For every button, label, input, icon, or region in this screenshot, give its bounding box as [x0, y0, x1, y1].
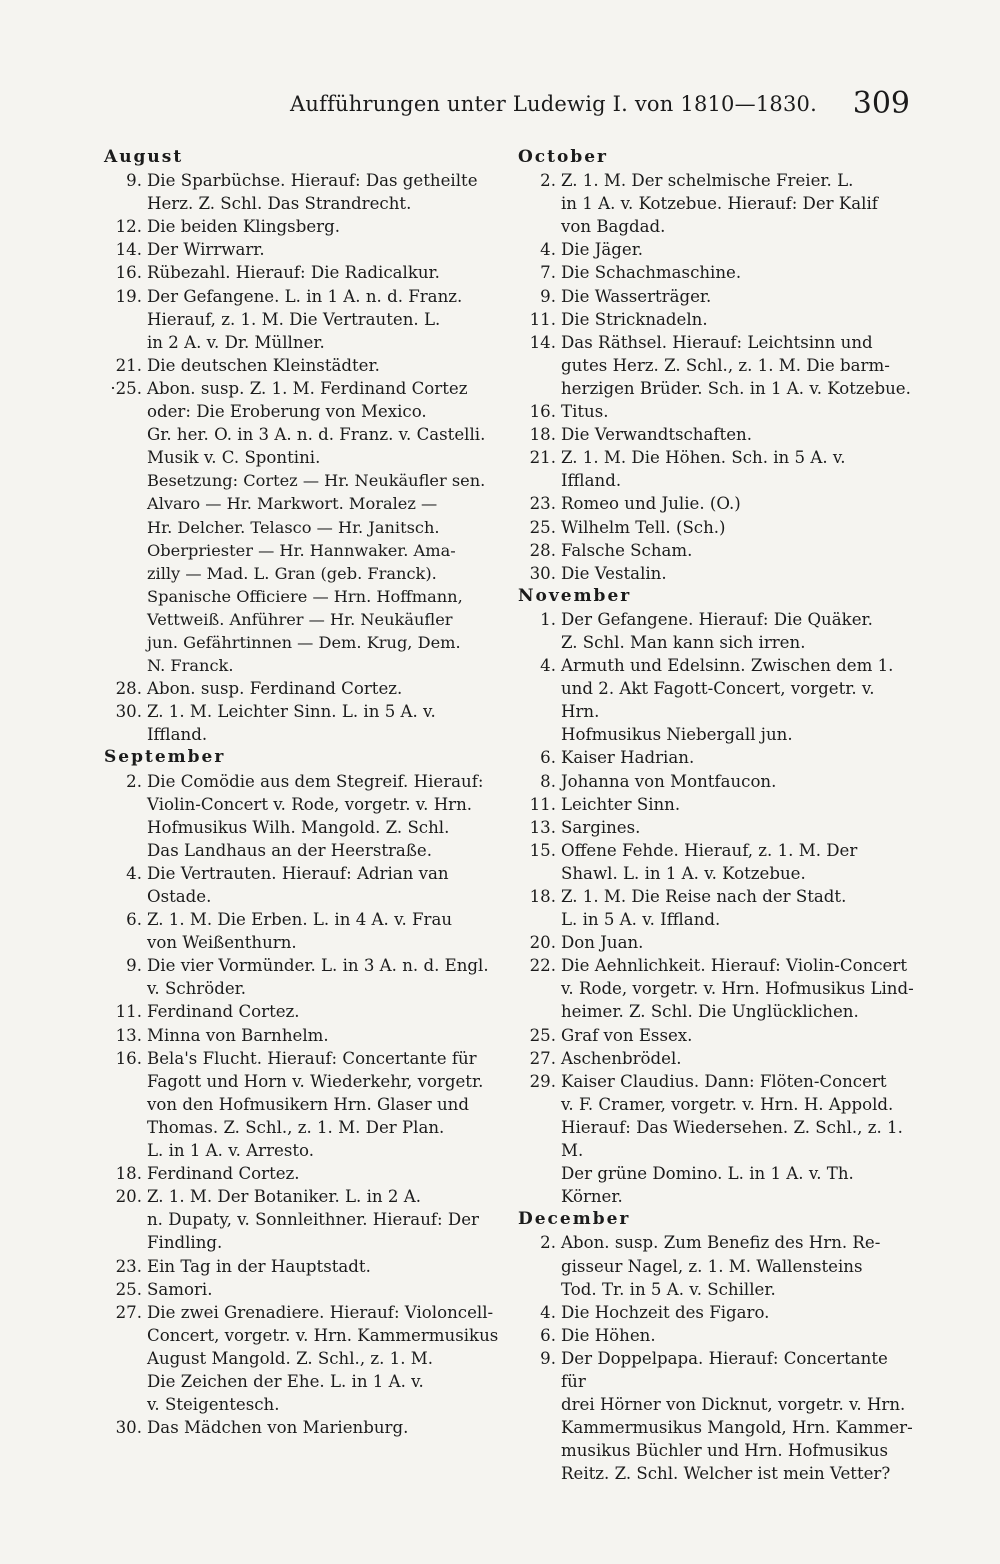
right-column	[518, 146, 914, 1485]
october-entries	[518, 169, 914, 585]
entry-text-line: Graf von Essex.	[561, 1025, 693, 1045]
entry-text-line: von Bagdad.	[561, 217, 666, 237]
entry-date: 30.	[115, 702, 142, 722]
performance-entry	[104, 908, 500, 954]
entry-text-line: Die vier Vormünder. L. in 3 A. n. d. Engl.	[147, 956, 489, 976]
entry-date: 20.	[115, 1187, 142, 1207]
entry-text-line: gisseur Nagel, z. 1. M. Wallensteins	[561, 1256, 863, 1276]
entry-text-line: herzigen Brüder. Sch. in 1 A. v. Kotzebue.	[561, 378, 911, 398]
entry-date: 28.	[115, 679, 142, 699]
entry-text-line: Die deutschen Kleinstädter.	[147, 355, 380, 375]
entry-text-line: Der Gefangene. Hierauf: Die Quäker.	[561, 609, 873, 629]
performance-entry	[104, 238, 500, 261]
entry-text-line: Die zwei Grenadiere. Hierauf: Violoncell-	[147, 1302, 494, 1322]
performance-entry	[518, 1347, 914, 1486]
november-entries	[518, 608, 914, 1208]
entry-text-line: Der Wirrwarr.	[147, 240, 265, 260]
entry-text-line: Armuth und Edelsinn. Zwischen dem 1.	[561, 656, 894, 676]
entry-text-line: Der grüne Domino. L. in 1 A. v. Th.	[561, 1164, 854, 1184]
performance-entry	[518, 308, 914, 331]
performance-entry	[518, 770, 914, 793]
entry-text-line: v. Schröder.	[147, 979, 247, 999]
entry-text-line: Don Juan.	[561, 933, 644, 953]
entry-text-line: Z. 1. M. Die Erben. L. in 4 A. v. Frau	[147, 910, 453, 930]
entry-text-line: oder: Die Eroberung von Mexico.	[147, 402, 427, 422]
entry-date: 14.	[115, 240, 142, 260]
entry-text-line: Musik v. C. Spontini.	[147, 448, 321, 468]
entry-text-line: drei Hörner von Dicknut, vorgetr. v. Hrn.	[561, 1395, 906, 1415]
performance-entry	[518, 746, 914, 769]
entry-text-line: Hierauf, z. 1. M. Die Vertrauten. L.	[147, 309, 441, 329]
entry-text-line: heimer. Z. Schl. Die Unglücklichen.	[561, 1002, 859, 1022]
performance-entry	[518, 238, 914, 261]
entry-date: 9.	[126, 171, 142, 191]
performance-entry	[518, 654, 914, 746]
entry-text-line: Falsche Scham.	[561, 540, 693, 560]
entry-date: 25.	[115, 1279, 142, 1299]
entry-text-line: Die Höhen.	[561, 1325, 656, 1345]
performance-entry	[518, 423, 914, 446]
entry-date: 9.	[126, 956, 142, 976]
performance-entry	[104, 1047, 500, 1162]
entry-text-line: Titus.	[561, 402, 609, 422]
entry-text-line: Sargines.	[561, 817, 641, 837]
entry-date: 27.	[529, 1048, 556, 1068]
entry-text-line: Die Aehnlichkeit. Hierauf: Violin-Concert	[561, 956, 907, 976]
entry-date: 6.	[126, 910, 142, 930]
performance-entry	[518, 261, 914, 284]
entry-date: 1.	[540, 609, 556, 629]
entry-text-line: Die Comödie aus dem Stegreif. Hierauf:	[147, 771, 484, 791]
performance-entry	[518, 285, 914, 308]
entry-text-line: Concert, vorgetr. v. Hrn. Kammermusikus	[147, 1325, 499, 1345]
entry-text-line: Offene Fehde. Hierauf, z. 1. M. Der	[561, 840, 858, 860]
entry-text-line: Z. 1. M. Die Reise nach der Stadt.	[561, 887, 847, 906]
august-entries	[104, 169, 500, 469]
entry-date: 16.	[115, 263, 142, 283]
entry-text-line: von den Hofmusikern Hrn. Glaser und	[147, 1094, 469, 1114]
entry-text-line: Die Verwandtschaften.	[561, 425, 752, 445]
entry-text-line: Die beiden Klingsberg.	[147, 217, 340, 237]
entry-text-line: von Weißenthurn.	[147, 933, 297, 953]
entry-text-line: Das Räthsel. Hierauf: Leichtsinn und	[561, 332, 873, 352]
entry-date: 9.	[540, 1348, 556, 1368]
entry-text-line: L. in 5 A. v. Iffland.	[561, 910, 721, 930]
performance-entry	[518, 1024, 914, 1047]
entry-date: 2.	[126, 771, 142, 791]
entry-text-line: und 2. Akt Fagott-Concert, vorgetr. v. Hrn.	[561, 679, 875, 722]
performance-entry	[104, 354, 500, 377]
entry-date: 16.	[529, 402, 556, 422]
month-heading-september: September	[104, 747, 226, 768]
entry-text-line: Die Wasserträger.	[561, 286, 712, 306]
entry-date: 30.	[529, 563, 556, 583]
performance-entry	[104, 1416, 500, 1439]
performance-entry	[518, 562, 914, 585]
performance-entry	[518, 954, 914, 1023]
entry-text-line: Herz. Z. Schl. Das Strandrecht.	[147, 194, 412, 214]
performance-entry	[104, 770, 500, 862]
entry-date: 8.	[540, 771, 556, 791]
performance-entry	[104, 1024, 500, 1047]
entry-text-line: Kammermusikus Mangold, Hrn. Kammer-	[561, 1418, 913, 1438]
entry-text-line: Hierauf: Das Wiedersehen. Z. Schl., z. 1. M.	[561, 1117, 903, 1161]
entry-date: 29.	[529, 1071, 556, 1091]
entry-date: 27.	[115, 1302, 142, 1322]
cast-line: Spanische Officiere — Hrn. Hoffmann,	[147, 586, 463, 606]
performance-entry	[518, 608, 914, 654]
entry-text-line: Z. 1. M. Der Botaniker. L. in 2 A.	[147, 1187, 421, 1207]
entry-text-line: Reitz. Z. Schl. Welcher ist mein Vetter?	[561, 1464, 891, 1484]
cast-block	[104, 469, 500, 677]
entry-text-line: v. F. Cramer, vorgetr. v. Hrn. H. Appold.	[561, 1094, 894, 1114]
entry-text-line: Z. 1. M. Die Höhen. Sch. in 5 A. v.	[561, 448, 846, 468]
performance-entry	[518, 400, 914, 423]
entry-date: 14.	[529, 332, 556, 352]
entry-text-line: v. Steigentesch.	[147, 1395, 280, 1415]
entry-date: 4.	[540, 240, 556, 260]
entry-text-line: Die Zeichen der Ehe. L. in 1 A. v.	[147, 1371, 424, 1391]
performance-entry	[104, 677, 500, 700]
entry-date: 6.	[540, 748, 556, 768]
page-number: 309	[852, 86, 910, 121]
entry-date: 23.	[529, 494, 556, 514]
entry-date: 4.	[126, 863, 142, 883]
entry-text-line: Tod. Tr. in 5 A. v. Schiller.	[561, 1279, 776, 1299]
entry-text-line: Fagott und Horn v. Wiederkehr, vorgetr.	[147, 1071, 484, 1091]
entry-date: 25.	[529, 517, 556, 537]
entry-text-line: Aschenbrödel.	[561, 1048, 682, 1068]
entry-date: 11.	[529, 309, 556, 329]
entry-text-line: Die Vestalin.	[561, 563, 667, 583]
entry-date: 30.	[115, 1418, 142, 1438]
performance-entry	[518, 885, 914, 931]
entry-text-line: Leichter Sinn.	[561, 794, 681, 814]
entry-text-line: Abon. susp. Z. 1. M. Ferdinand Cortez	[147, 378, 468, 398]
entry-text-line: Abon. susp. Ferdinand Cortez.	[147, 679, 403, 699]
entry-text-line: v. Rode, vorgetr. v. Hrn. Hofmusikus Lind-	[561, 979, 914, 999]
performance-entry	[518, 539, 914, 562]
cast-line: zilly — Mad. L. Gran (geb. Franck).	[147, 563, 437, 583]
cast-line: N. Franck.	[147, 656, 234, 676]
entry-date: 4.	[540, 656, 556, 676]
month-heading-december: December	[518, 1209, 631, 1230]
entry-date: 6.	[540, 1325, 556, 1345]
entry-date: 19.	[115, 286, 142, 306]
entry-date: 23.	[115, 1256, 142, 1276]
entry-text-line: Findling.	[147, 1233, 223, 1253]
entry-text-line: Abon. susp. Zum Benefiz des Hrn. Re-	[561, 1233, 881, 1253]
entry-date: ·25.	[110, 378, 142, 398]
performance-entry	[104, 215, 500, 238]
performance-entry	[518, 839, 914, 885]
entry-text-line: Violin-Concert v. Rode, vorgetr. v. Hrn.	[147, 794, 473, 814]
entry-text-line: Hofmusikus Wilh. Mangold. Z. Schl.	[147, 817, 450, 837]
entry-text-line: Romeo und Julie. (O.)	[561, 494, 741, 514]
entry-text-line: Iffland.	[147, 725, 208, 745]
performance-entry	[104, 261, 500, 284]
entry-date: 11.	[115, 1002, 142, 1022]
entry-date: 21.	[529, 448, 556, 468]
entry-text-line: Z. 1. M. Leichter Sinn. L. in 5 A. v.	[147, 702, 436, 722]
entry-date: 25.	[529, 1025, 556, 1045]
performance-entry	[518, 816, 914, 839]
performance-entry	[104, 1301, 500, 1416]
month-heading-october: October	[518, 147, 609, 167]
performance-entry	[104, 377, 500, 469]
entry-date: 11.	[529, 794, 556, 814]
entry-date: 16.	[115, 1048, 142, 1068]
entry-text-line: Kaiser Hadrian.	[561, 748, 695, 768]
entry-text-line: Ostade.	[147, 887, 212, 906]
performance-entry	[518, 1070, 914, 1209]
entry-text-line: Der Doppelpapa. Hierauf: Concertante für	[561, 1348, 888, 1391]
entry-text-line: Die Stricknadeln.	[561, 309, 708, 329]
entry-date: 12.	[115, 217, 142, 237]
performance-entry	[104, 1000, 500, 1023]
entry-text-line: Ein Tag in der Hauptstadt.	[147, 1256, 371, 1276]
entry-text-line: Kaiser Claudius. Dann: Flöten-Concert	[561, 1071, 887, 1091]
entry-text-line: Minna von Barnhelm.	[147, 1025, 329, 1045]
entry-date: 18.	[115, 1164, 142, 1184]
entry-text-line: Die Hochzeit des Figaro.	[561, 1302, 770, 1322]
running-title: Aufführungen unter Ludewig I. von 1810—1830.	[290, 92, 817, 116]
entry-date: 18.	[529, 887, 556, 906]
entry-text-line: Die Schachmaschine.	[561, 263, 742, 283]
performance-entry	[518, 1047, 914, 1070]
entry-text-line: Johanna von Montfaucon.	[561, 771, 777, 791]
entry-date: 13.	[529, 817, 556, 837]
performance-entry	[518, 516, 914, 539]
entry-text-line: gutes Herz. Z. Schl., z. 1. M. Die barm-	[561, 355, 890, 375]
entry-text-line: musikus Büchler und Hrn. Hofmusikus	[561, 1441, 888, 1461]
cast-line: Besetzung: Cortez — Hr. Neukäufler sen.	[147, 471, 486, 491]
entry-text-line: L. in 1 A. v. Arresto.	[147, 1141, 314, 1161]
entry-date: 7.	[540, 263, 556, 283]
entry-text-line: Körner.	[561, 1187, 623, 1207]
entry-date: 18.	[529, 425, 556, 445]
entry-text-line: Der Gefangene. L. in 1 A. n. d. Franz.	[147, 286, 463, 306]
cast-line: Hr. Delcher. Telasco — Hr. Janitsch.	[147, 517, 440, 537]
performance-entry	[104, 954, 500, 1000]
performance-entry	[518, 492, 914, 515]
entry-date: 28.	[529, 540, 556, 560]
entry-text-line: Samori.	[147, 1279, 213, 1299]
entry-text-line: Z. Schl. Man kann sich irren.	[561, 632, 806, 652]
performance-entry	[518, 1301, 914, 1324]
entry-text-line: Wilhelm Tell. (Sch.)	[561, 517, 726, 537]
cast-line: jun. Gefährtinnen — Dem. Krug, Dem.	[147, 632, 461, 652]
entry-text-line: Z. 1. M. Der schelmische Freier. L.	[561, 171, 854, 191]
entry-date: 2.	[540, 171, 556, 191]
entry-text-line: Rübezahl. Hierauf: Die Radicalkur.	[147, 263, 440, 283]
august-cast	[104, 469, 500, 677]
entry-text-line: Die Sparbüchse. Hierauf: Das getheilte	[147, 171, 478, 191]
performance-entry	[104, 285, 500, 354]
page-header	[100, 86, 910, 128]
performance-entry	[518, 931, 914, 954]
performance-entry	[518, 446, 914, 492]
entry-text-line: in 1 A. v. Kotzebue. Hierauf: Der Kalif	[561, 194, 878, 214]
december-entries	[518, 1231, 914, 1485]
performance-entry	[518, 169, 914, 238]
entry-text-line: August Mangold. Z. Schl., z. 1. M.	[147, 1348, 434, 1368]
entry-text-line: Thomas. Z. Schl., z. 1. M. Der Plan.	[147, 1117, 445, 1137]
performance-entry	[104, 1162, 500, 1185]
september-entries	[104, 770, 500, 1440]
month-heading-november: November	[518, 585, 632, 606]
cast-line: Vettweiß. Anführer — Hr. Neukäufler	[147, 609, 453, 629]
entry-text-line: Gr. her. O. in 3 A. n. d. Franz. v. Castelli.	[147, 425, 486, 445]
entry-text-line: Das Mädchen von Marienburg.	[147, 1418, 409, 1438]
entry-text-line: Bela's Flucht. Hierauf: Concertante für	[147, 1048, 477, 1068]
performance-entry	[518, 1324, 914, 1347]
performance-entry	[104, 1278, 500, 1301]
entry-text-line: Die Vertrauten. Hierauf: Adrian van	[147, 863, 449, 883]
entry-date: 21.	[115, 355, 142, 375]
entry-text-line: Hofmusikus Niebergall jun.	[561, 725, 793, 745]
august-entries-after	[104, 677, 500, 746]
entry-text-line: Das Landhaus an der Heerstraße.	[147, 840, 433, 860]
left-column	[104, 146, 500, 1439]
entry-date: 2.	[540, 1233, 556, 1253]
performance-entry	[518, 1231, 914, 1300]
performance-entry	[518, 331, 914, 400]
entry-date: 15.	[529, 840, 556, 860]
entry-text-line: Iffland.	[561, 471, 622, 491]
cast-line: Alvaro — Hr. Markwort. Moralez —	[147, 494, 438, 514]
performance-entry	[518, 793, 914, 816]
entry-date: 13.	[115, 1025, 142, 1045]
entry-text-line: n. Dupaty, v. Sonnleithner. Hierauf: Der	[147, 1210, 479, 1230]
performance-entry	[104, 700, 500, 746]
entry-text-line: Ferdinand Cortez.	[147, 1164, 300, 1184]
performance-entry	[104, 1185, 500, 1254]
entry-date: 9.	[540, 286, 556, 306]
entry-text-line: Ferdinand Cortez.	[147, 1002, 300, 1022]
month-heading-august: August	[104, 147, 184, 167]
entry-text-line: Shawl. L. in 1 A. v. Kotzebue.	[561, 863, 806, 883]
cast-line: Oberpriester — Hr. Hannwaker. Ama-	[147, 540, 456, 560]
entry-date: 22.	[529, 956, 556, 976]
performance-entry	[104, 1255, 500, 1278]
entry-date: 20.	[529, 933, 556, 953]
performance-entry	[104, 862, 500, 908]
entry-date: 4.	[540, 1302, 556, 1322]
entry-text-line: Die Jäger.	[561, 240, 644, 260]
entry-text-line: in 2 A. v. Dr. Müllner.	[147, 332, 325, 352]
performance-entry	[104, 169, 500, 215]
